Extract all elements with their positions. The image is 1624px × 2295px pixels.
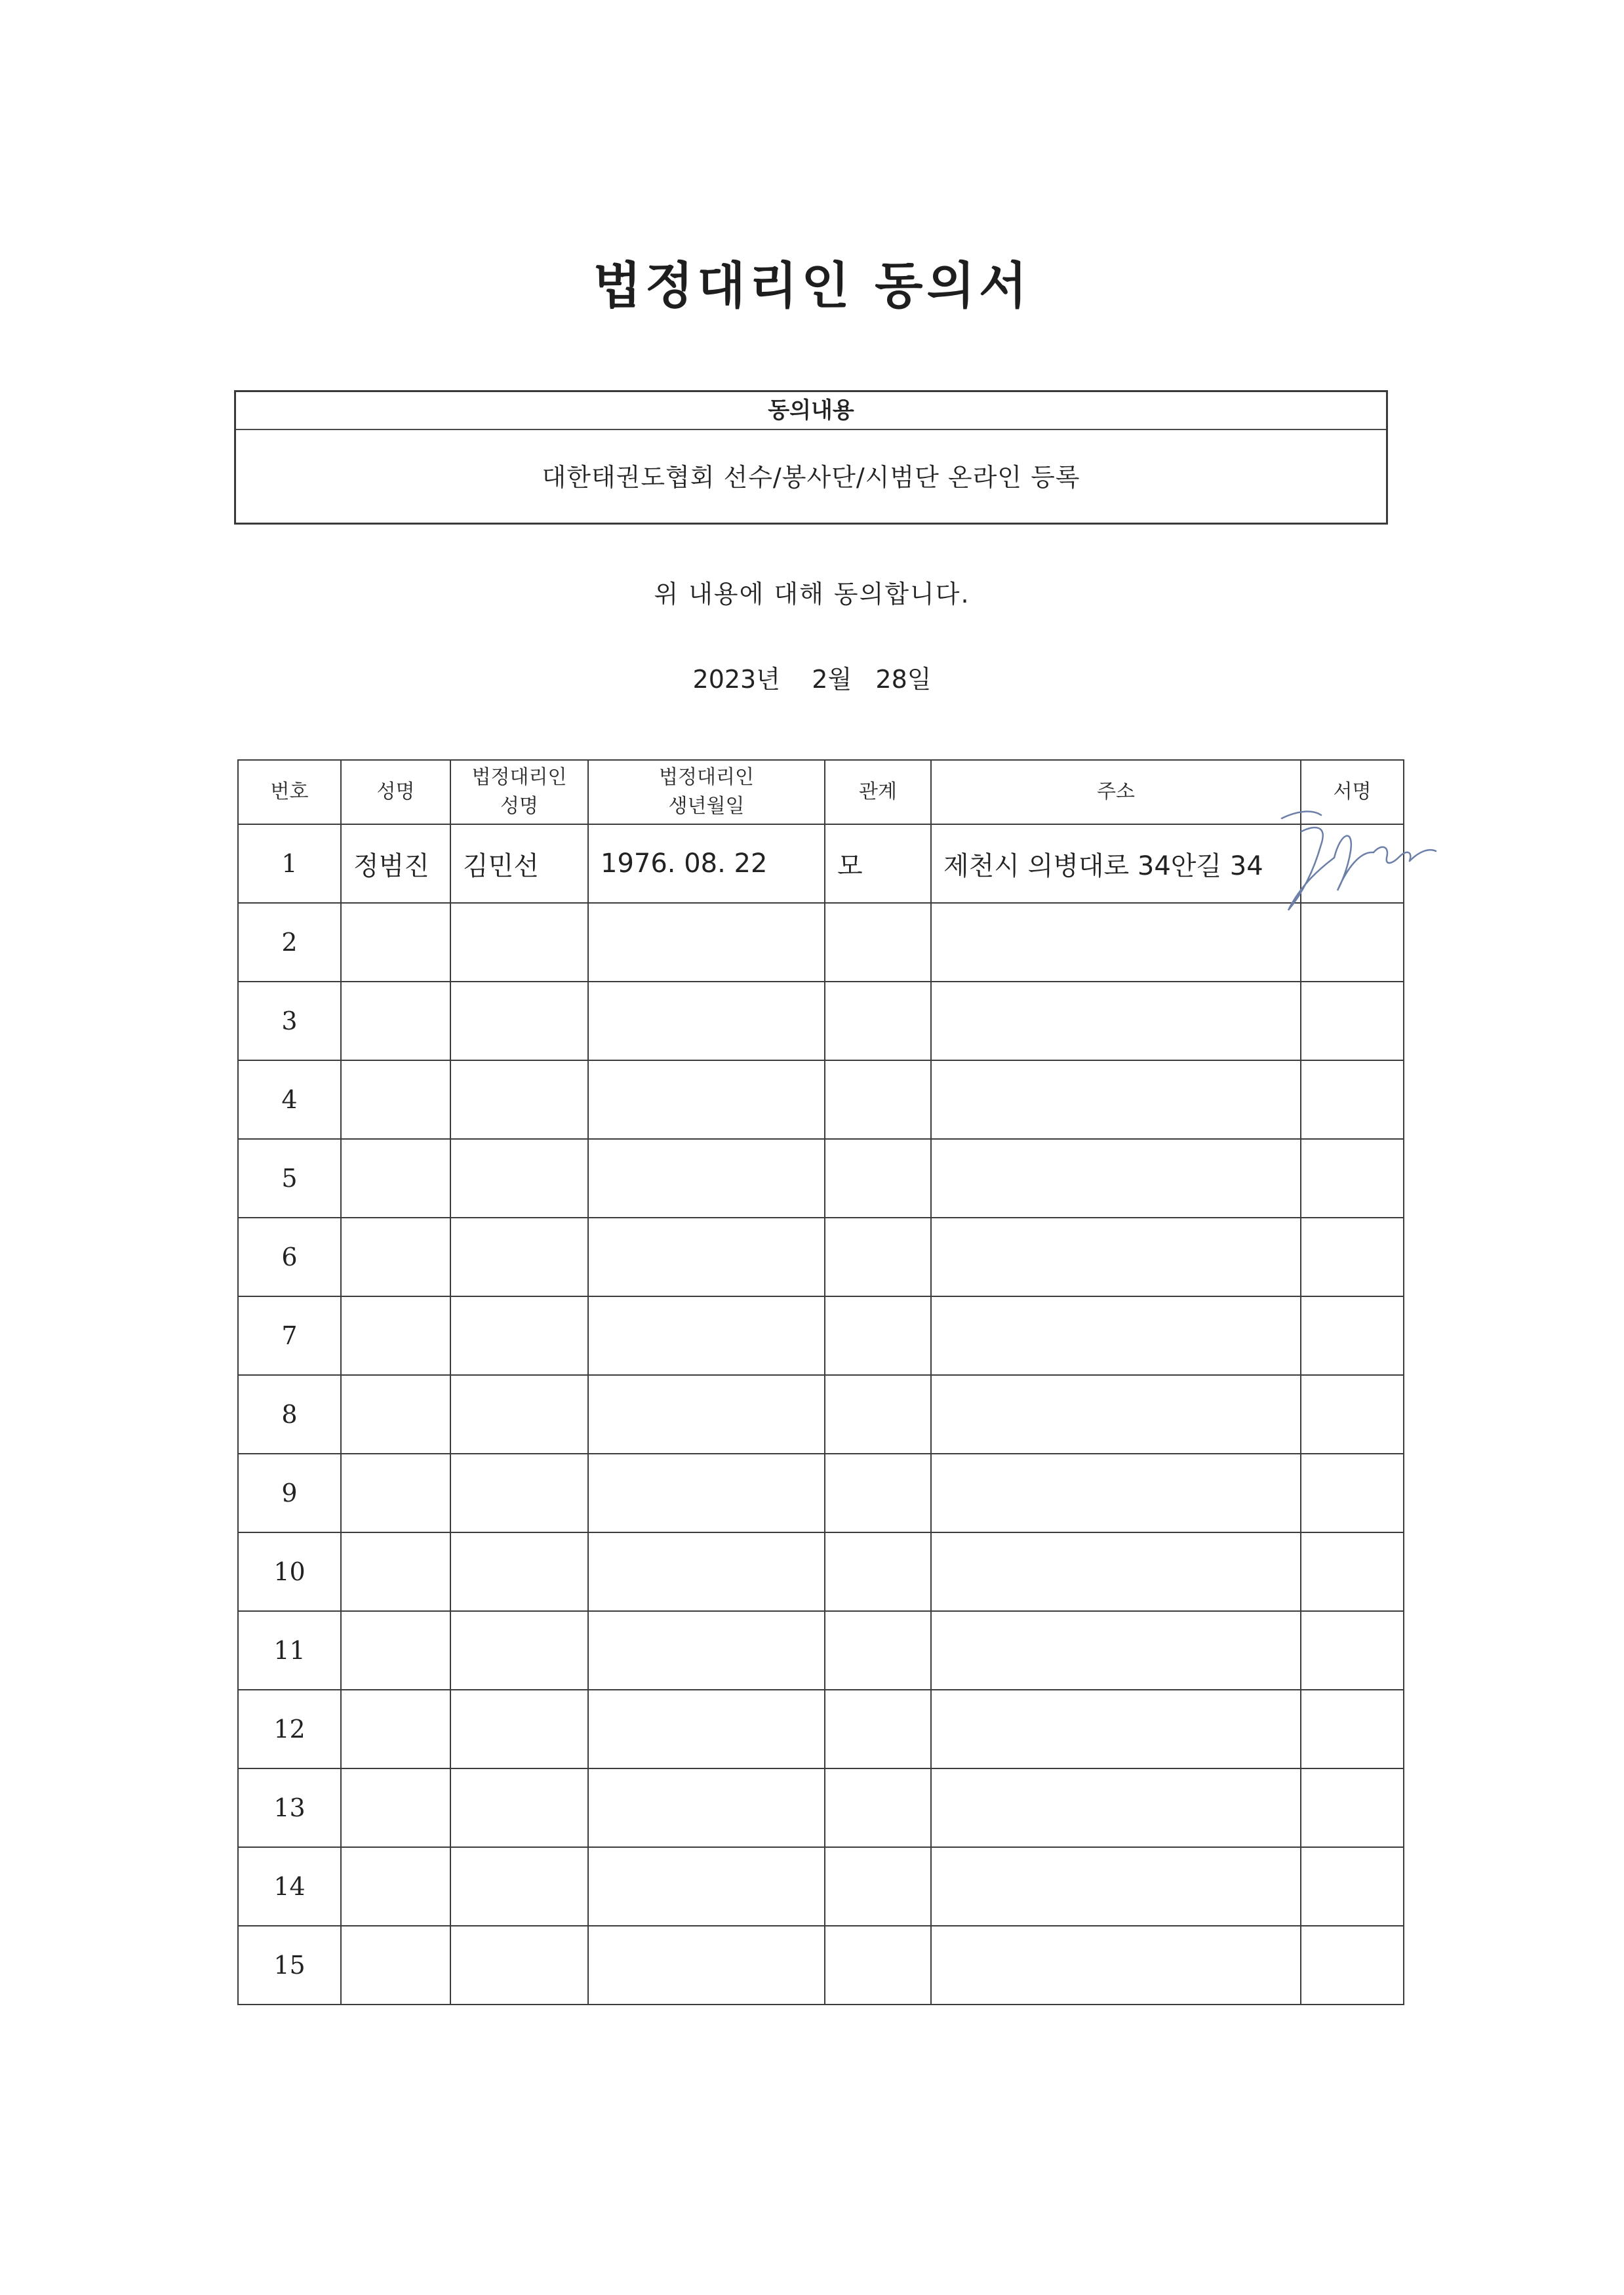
row-signature [1301,1454,1404,1532]
row-guardian-birth [588,1375,825,1454]
row-relation [825,982,931,1060]
row-number: 6 [238,1218,341,1296]
table-row [238,824,1404,903]
row-address [931,1454,1301,1532]
row-signature [1301,982,1404,1060]
row-relation [825,1768,931,1847]
row-number: 15 [238,1926,341,2005]
row-guardian-name [450,1139,588,1218]
row-guardian-birth [588,1611,825,1690]
row-number: 14 [238,1847,341,1926]
header-number: 번호 [238,760,341,824]
row-guardian-birth [588,1139,825,1218]
table-header-row [238,760,1404,824]
row-address: 제천시 의병대로 34안길 34 [931,824,1301,903]
row-signature [1301,1296,1404,1375]
row-name [341,1611,450,1690]
signature-stroke [1334,836,1374,890]
date-year: 2023년 [692,665,780,694]
row-name [341,1454,450,1532]
signature-stroke [1374,847,1410,863]
row-relation [825,1611,931,1690]
row-guardian-name [450,1926,588,2005]
row-relation [825,1218,931,1296]
agreement-statement: 위 내용에 대해 동의합니다. [654,580,970,609]
row-address [931,1532,1301,1611]
date-month: 2월 [812,665,852,694]
row-guardian-name [450,1768,588,1847]
row-address [931,1296,1301,1375]
row-address [931,1375,1301,1454]
row-address [931,1768,1301,1847]
row-number: 3 [238,982,341,1060]
row-guardian-birth [588,1060,825,1139]
table-row [238,1218,1404,1296]
table-row [238,1847,1404,1926]
row-signature [1301,824,1404,903]
row-address [931,1690,1301,1768]
row-guardian-birth [588,1690,825,1768]
row-number: 4 [238,1060,341,1139]
table-row [238,1454,1404,1532]
table-row [238,1690,1404,1768]
table-row [238,1532,1404,1611]
row-name: 정범진 [341,824,450,903]
row-name [341,1296,450,1375]
row-name [341,1690,450,1768]
row-guardian-name [450,1218,588,1296]
header-guardian-birth-line1: 법정대리인 [659,766,754,789]
row-signature [1301,1611,1404,1690]
table-row [238,1060,1404,1139]
row-name [341,1375,450,1454]
row-address [931,982,1301,1060]
row-name [341,1768,450,1847]
row-guardian-birth: 1976. 08. 22 [588,824,825,903]
row-guardian-name [450,1847,588,1926]
date-day: 28일 [875,665,932,694]
row-relation [825,1532,931,1611]
row-number: 11 [238,1611,341,1690]
table-row [238,903,1404,982]
row-guardian-name [450,1690,588,1768]
row-relation [825,1690,931,1768]
row-name [341,1532,450,1611]
header-guardian-birth-line2: 생년월일 [668,795,745,818]
header-relation: 관계 [825,760,931,824]
header-guardian-name-line1: 법정대리인 [471,766,567,789]
table-row [238,1926,1404,2005]
guardian-registration-table [237,759,1404,2005]
row-relation [825,1375,931,1454]
header-guardian-birth [588,760,825,824]
row-signature [1301,1926,1404,2005]
row-address [931,903,1301,982]
table-row [238,1296,1404,1375]
row-name [341,1218,450,1296]
row-guardian-name [450,1375,588,1454]
row-relation [825,1454,931,1532]
row-number: 5 [238,1139,341,1218]
row-name [341,1926,450,2005]
row-guardian-birth [588,1532,825,1611]
row-signature [1301,1768,1404,1847]
row-number: 2 [238,903,341,982]
row-guardian-birth [588,1454,825,1532]
row-name [341,903,450,982]
row-number: 10 [238,1532,341,1611]
row-relation: 모 [825,824,931,903]
row-relation [825,1060,931,1139]
row-address [931,1926,1301,2005]
row-guardian-birth [588,1768,825,1847]
row-address [931,1847,1301,1926]
row-number: 8 [238,1375,341,1454]
row-address [931,1218,1301,1296]
document-title: 법정대리인 동의서 [593,256,1031,315]
row-guardian-name: 김민선 [450,824,588,903]
row-signature [1301,1690,1404,1768]
row-number: 9 [238,1454,341,1532]
row-guardian-name [450,1532,588,1611]
row-guardian-birth [588,1296,825,1375]
row-guardian-name [450,1060,588,1139]
row-signature [1301,1139,1404,1218]
table-body [238,824,1404,2005]
header-guardian-name [450,760,588,824]
row-signature [1301,1532,1404,1611]
consent-content-header: 동의내용 [236,392,1386,430]
row-number: 12 [238,1690,341,1768]
row-number: 1 [238,824,341,903]
row-relation [825,903,931,982]
row-guardian-birth [588,903,825,982]
row-guardian-name [450,1454,588,1532]
row-guardian-birth [588,1926,825,2005]
row-relation [825,1926,931,2005]
table-row [238,1611,1404,1690]
table-row [238,982,1404,1060]
row-signature [1301,1375,1404,1454]
row-relation [825,1847,931,1926]
consent-content-box [234,390,1388,525]
row-address [931,1139,1301,1218]
row-relation [825,1139,931,1218]
row-signature [1301,1218,1404,1296]
row-guardian-name [450,1611,588,1690]
header-address: 주소 [931,760,1301,824]
row-name [341,982,450,1060]
row-guardian-name [450,903,588,982]
row-guardian-birth [588,1847,825,1926]
header-name: 성명 [341,760,450,824]
row-signature [1301,1847,1404,1926]
row-name [341,1060,450,1139]
consent-content-body: 대한태권도협회 선수/봉사단/시범단 온라인 등록 [542,463,1080,492]
table-row [238,1375,1404,1454]
table-row [238,1139,1404,1218]
table-row [238,1768,1404,1847]
header-signature: 서명 [1301,760,1404,824]
row-guardian-birth [588,982,825,1060]
row-guardian-name [450,982,588,1060]
header-guardian-name-line2: 성명 [500,795,538,818]
row-guardian-name [450,1296,588,1375]
row-number: 13 [238,1768,341,1847]
row-address [931,1611,1301,1690]
row-name [341,1847,450,1926]
row-address [931,1060,1301,1139]
consent-date [0,659,1624,695]
row-signature [1301,903,1404,982]
row-signature [1301,1060,1404,1139]
row-guardian-birth [588,1218,825,1296]
row-number: 7 [238,1296,341,1375]
row-name [341,1139,450,1218]
row-relation [825,1296,931,1375]
